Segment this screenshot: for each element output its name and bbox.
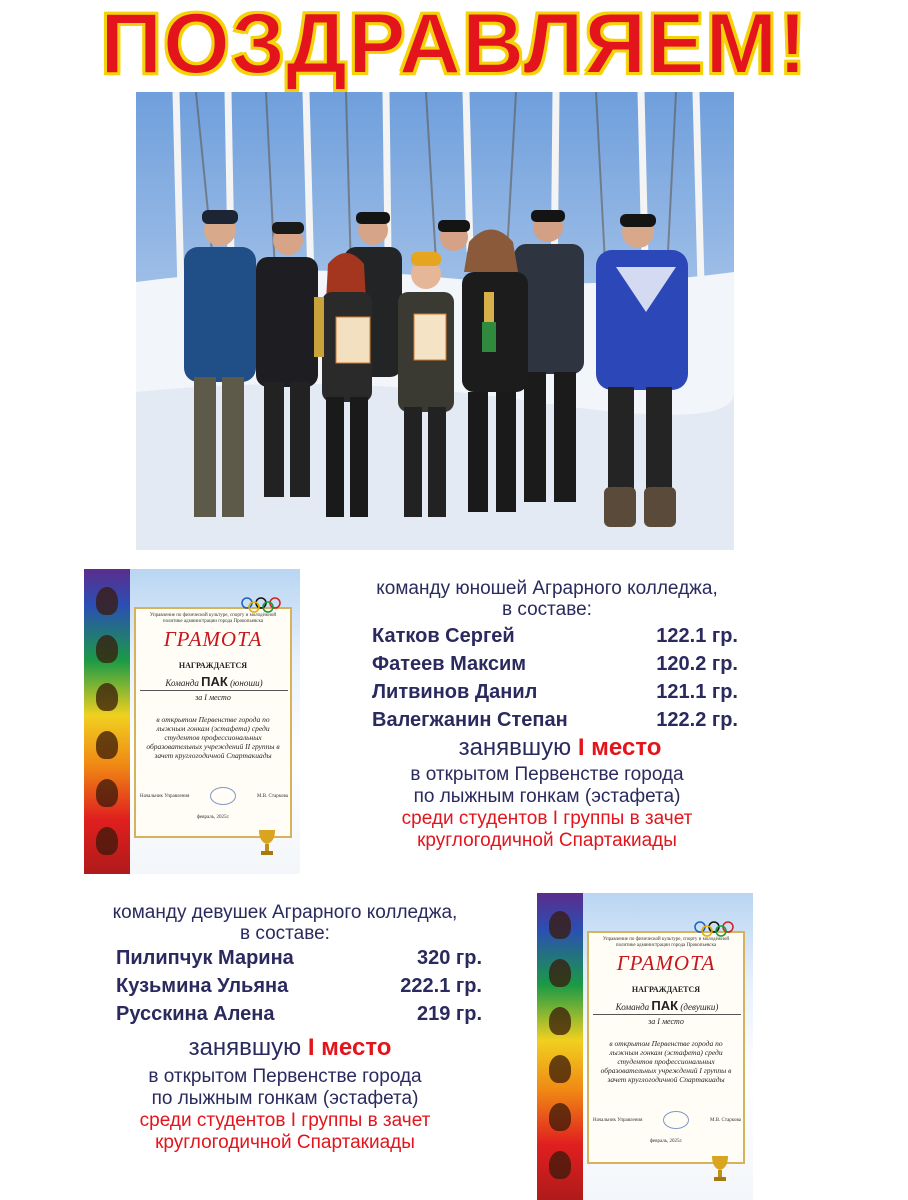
certificate-signature	[140, 787, 288, 805]
certificate-date: февраль, 2025г.	[196, 815, 230, 820]
certificate-date: февраль, 2025г.	[649, 1139, 683, 1144]
member-name: Литвинов Данил	[372, 681, 538, 703]
roster-row	[372, 706, 738, 734]
certificate-team-prefix: Команда	[615, 1002, 650, 1012]
boys-event	[330, 764, 764, 852]
member-result: 320 гр.	[416, 947, 482, 969]
roster-row	[372, 622, 738, 650]
certificate-boys	[84, 569, 300, 874]
certificate-sport-strip	[537, 893, 583, 1200]
girls-intro	[70, 902, 500, 944]
boys-place	[360, 734, 760, 762]
boys-place-prefix: занявшую	[458, 734, 578, 761]
certificate-body: в открытом Первенстве города по лыжным гонкам (эстафета) среди студентов профессиональных образовательных учреждений I группы в зачет круглогодичной Спартакиады	[600, 1039, 732, 1084]
boys-event-line3: среди студентов I группы в зачет	[401, 808, 693, 829]
signature-mark	[210, 787, 236, 805]
athlete-silhouette-icon	[96, 587, 118, 615]
member-result: 222.1 гр.	[400, 975, 482, 997]
girls-place-value: I место	[307, 1034, 392, 1061]
signature-mark	[663, 1111, 689, 1129]
certificate-place: за I место	[648, 1017, 684, 1026]
trophy-cup-icon	[256, 828, 278, 858]
certificate-girls	[537, 893, 753, 1200]
member-result: 120.2 гр.	[656, 653, 738, 675]
certificate-team-prefix: Команда	[165, 678, 199, 688]
certificate-team-name: ПАК	[651, 998, 679, 1013]
roster-row	[372, 650, 738, 678]
member-name: Русскина Алена	[116, 1003, 275, 1025]
girls-event-line3: среди студентов I группы в зачет	[139, 1110, 431, 1131]
athlete-silhouette-icon	[549, 1055, 571, 1083]
roster-row	[116, 972, 482, 1000]
member-result: 122.2 гр.	[656, 709, 738, 731]
certificate-awarded: НАГРАЖДАЕТСЯ	[631, 985, 701, 994]
certificate-signature	[593, 1111, 741, 1129]
girls-roster	[116, 944, 482, 1028]
team-photo-illustration	[136, 92, 734, 550]
girls-event	[70, 1066, 500, 1154]
boys-intro	[330, 578, 764, 620]
girls-place-prefix: занявшую	[188, 1034, 308, 1061]
boys-intro-line2: в составе:	[502, 599, 592, 620]
athlete-silhouette-icon	[96, 635, 118, 663]
certificate-signer-role: Начальник Управления	[140, 793, 190, 799]
boys-event-line2: по лыжным гонкам (эстафета)	[413, 786, 681, 807]
member-name: Катков Сергей	[372, 625, 515, 647]
girls-event-line2: по лыжным гонкам (эстафета)	[151, 1088, 419, 1109]
athlete-silhouette-icon	[549, 959, 571, 987]
certificate-title: ГРАМОТА	[163, 627, 263, 651]
athlete-silhouette-icon	[96, 827, 118, 855]
athlete-silhouette-icon	[549, 1103, 571, 1131]
member-result: 219 гр.	[416, 1003, 482, 1025]
girls-intro-line2: в составе:	[240, 923, 330, 944]
athlete-silhouette-icon	[96, 683, 118, 711]
certificate-team-suffix: (юноши)	[230, 678, 263, 688]
certificate-title: ГРАМОТА	[616, 951, 716, 975]
girls-intro-line1: команду девушек Аграрного колледжа,	[112, 902, 458, 923]
certificate-ministry: Управление по физической культуре, спорту и молодёжной политике администрации города Прокопьевска	[602, 937, 730, 948]
boys-roster	[372, 622, 738, 734]
certificate-awarded: НАГРАЖДАЕТСЯ	[178, 661, 248, 670]
certificate-signer-name: М.В. Старкова	[257, 793, 288, 799]
athlete-silhouette-icon	[549, 1007, 571, 1035]
certificate-sport-strip	[84, 569, 130, 874]
certificate-signer-name: М.В. Старкова	[710, 1117, 741, 1123]
certificate-place: за I место	[195, 693, 231, 702]
member-name: Пилипчук Марина	[116, 947, 294, 969]
certificate-ministry: Управление по физической культуре, спорту и молодёжной политике администрации города Прокопьевска	[149, 613, 277, 624]
boys-intro-line1: команду юношей Аграрного колледжа,	[376, 578, 718, 599]
certificate-team	[140, 674, 288, 691]
certificate-team-name: ПАК	[201, 674, 228, 689]
athlete-silhouette-icon	[549, 1151, 571, 1179]
roster-row	[372, 678, 738, 706]
certificate-signer-role: Начальник Управления	[593, 1117, 643, 1123]
girls-event-line1: в открытом Первенстве города	[148, 1066, 422, 1087]
athlete-silhouette-icon	[96, 731, 118, 759]
athlete-silhouette-icon	[549, 911, 571, 939]
olympic-rings-icon	[693, 921, 735, 937]
team-photo	[136, 92, 734, 550]
boys-event-line4: круглогодичной Спартакиады	[417, 830, 677, 851]
member-result: 121.1 гр.	[656, 681, 738, 703]
girls-place	[90, 1034, 490, 1062]
roster-row	[116, 944, 482, 972]
athlete-silhouette-icon	[96, 779, 118, 807]
headline: ПОЗДРАВЛЯЕМ!	[100, 0, 808, 92]
olympic-rings-icon	[240, 597, 282, 613]
certificate-team	[593, 998, 741, 1015]
certificate-team-suffix: (девушки)	[680, 1002, 719, 1012]
member-name: Кузьмина Ульяна	[116, 975, 289, 997]
boys-event-line1: в открытом Первенстве города	[410, 764, 684, 785]
certificate-body: в открытом Первенстве города по лыжным гонкам (эстафета) среди студентов профессиональных образовательных учреждений II группы в зачет круглогодичной Спартакиады	[146, 715, 280, 760]
trophy-cup-icon	[709, 1154, 731, 1184]
member-name: Валегжанин Степан	[372, 709, 568, 731]
boys-place-value: I место	[577, 734, 662, 761]
member-name: Фатеев Максим	[372, 653, 527, 675]
girls-event-line4: круглогодичной Спартакиады	[155, 1132, 415, 1153]
roster-row	[116, 1000, 482, 1028]
member-result: 122.1 гр.	[656, 625, 738, 647]
